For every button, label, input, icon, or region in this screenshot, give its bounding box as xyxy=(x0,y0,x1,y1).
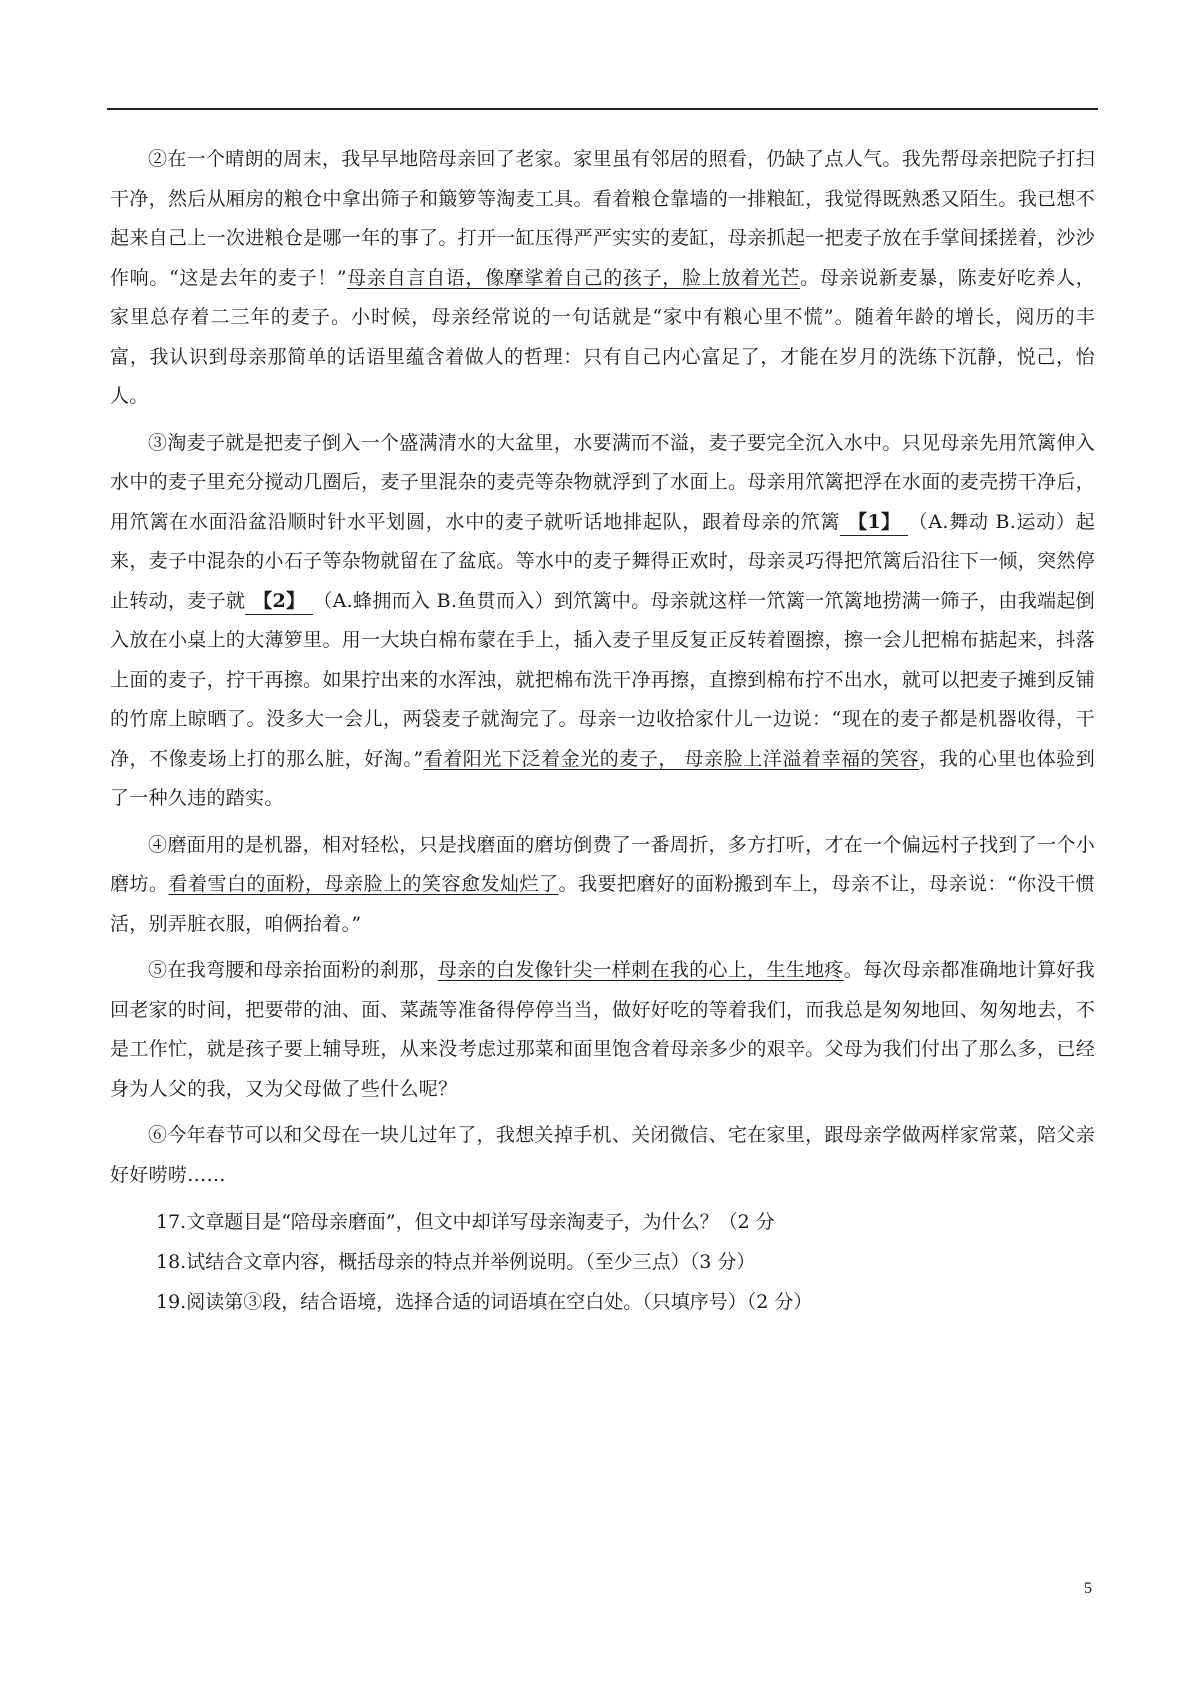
paragraph-5-text: ⑤在我弯腰和母亲抬面粉的刹那， xyxy=(148,959,438,981)
question-17: 17.文章题目是“陪母亲磨面”，但文中却详写母亲淘麦子，为什么？（2 分 xyxy=(156,1211,775,1233)
paragraph-6: ⑥今年春节可以和父母在一块儿过年了，我想关掉手机、关闭微信、宅在家里，跟母亲学做两样家常菜，陪父亲好好唠唠…… xyxy=(110,1124,1095,1186)
document-body xyxy=(110,140,1095,1322)
blank-2: 【2】 xyxy=(245,588,313,615)
paragraph-4-underlined: 看着雪白的面粉，母亲脸上的笑容愈发灿烂了 xyxy=(168,873,559,895)
header-rule xyxy=(107,108,1098,110)
page-number: 5 xyxy=(1084,1580,1092,1597)
paragraph-2 xyxy=(110,140,1095,417)
paragraph-3 xyxy=(110,424,1095,819)
paragraph-5-underlined: 母亲的白发像针尖一样刺在我的心上，生生地疼 xyxy=(437,959,844,981)
paragraph-5 xyxy=(110,951,1095,1109)
paragraph-4-text: ④磨面用的是机器，相对轻松，只是找磨面的磨坊倒费了一番周折，多方打听，才在一个偏远村子找到了一个小磨坊。 xyxy=(110,833,1095,895)
paragraph-5-tail: 。每次母亲都准确地计算好我回老家的时间，把要带的油、面、菜蔬等准备得停停当当，做好好吃的等着我们，而我总是匆匆地回、匆匆地去，不是工作忙，就是孩子要上辅导班，从来没考虑过那菜和面里饱含着母亲多少的艰辛。父母为我们付出了那么多，已经身为人父的我，又为父母做了些什么呢？ xyxy=(110,959,1095,1100)
paragraph-2-underlined: 母亲自言自语，像摩挲着自己的孩子，脸上放着光芒 xyxy=(346,266,801,289)
paragraph-4 xyxy=(110,826,1095,945)
paragraph-3-tail: ，我的心里也体验到了一种久违的踏实。 xyxy=(110,747,1095,809)
paragraph-2-text: ②在一个晴朗的周末，我早早地陪母亲回了老家。家里虽有邻居的照看，仍缺了点人气。我先帮母亲把院子打扫干净，然后从厢房的粮仓中拿出筛子和簸箩等淘麦工具。看着粮仓靠墙的一排粮缸，我觉得既熟悉又陌生。我已想不起来自己上一次进粮仓是哪一年的事了。打开一缸压得严严实实的麦缸，母亲抓起一把麦子放在手掌间揉搓着，沙沙作响。“这是去年的麦子！” xyxy=(110,148,1095,289)
question-18: 18.试结合文章内容，概括母亲的特点并举例说明。（至少三点）（3 分） xyxy=(156,1251,756,1273)
paragraph-3-text-a: ③淘麦子就是把麦子倒入一个盛满清水的大盆里，水要满而不溢，麦子要完全沉入水中。只见母亲先用笊篱伸入水中的麦子里充分搅动几圈后，麦子里混杂的麦壳等杂物就浮到了水面上。母亲用笊篱把浮在水面的麦壳捞干净后，用笊篱在水面沿盆沿顺时针水平划圆，水中的麦子就听话地排起队，跟着母亲的笊篱 xyxy=(110,431,1095,533)
question-19: 19.阅读第③段，结合语境，选择合适的词语填在空白处。（只填序号）（2 分） xyxy=(156,1291,813,1313)
paragraph-3-text-b: （A.舞动 B.运动）起来，麦子中混杂的小石子等杂物就留在了盆底。等水中的麦子舞得正欢时，母亲灵巧得把笊篱后沿往下一倾，突然停止转动，麦子就 xyxy=(110,510,1095,612)
paragraph-4-tail: 。我要把磨好的面粉搬到车上，母亲不让，母亲说：“你没干惯活，别弄脏衣服，咱俩抬着。” xyxy=(110,873,1095,935)
paragraph-3-underlined: 看着阳光下泛着金光的麦子， 母亲脸上洋溢着幸福的笑容 xyxy=(423,747,920,770)
blank-1: 【1】 xyxy=(840,509,908,536)
paragraph-3-text-c: （A.蜂拥而入 B.鱼贯而入）到笊篱中。母亲就这样一笊篱一笊篱地捞满一筛子，由我端起倒入放在小桌上的大薄箩里。用一大块白棉布蒙在手上，插入麦子里反复正反转着圈擦，擦一会儿把棉布掂起来，抖落上面的麦子，拧干再擦。如果拧出来的水浑浊，就把棉布洗干净再擦，直擦到棉布拧不出水，就可以把麦子摊到反铺的竹席上晾晒了。没多大一会儿，两袋麦子就淘完了。母亲一边收拾家什儿一边说：“现在的麦子都是机器收得，干净，不像麦场上打的那么脏，好淘。” xyxy=(110,589,1095,770)
paragraph-2-tail: 。母亲说新麦暴，陈麦好吃养人，家里总存着二三年的麦子。小时候，母亲经常说的一句话就是“家中有粮心里不慌”。随着年龄的增长，阅历的丰富，我认识到母亲那简单的话语里蕴含着做人的哲理：只有自己内心富足了，才能在岁月的洗练下沉静，悦己，怡人。 xyxy=(110,266,1096,407)
